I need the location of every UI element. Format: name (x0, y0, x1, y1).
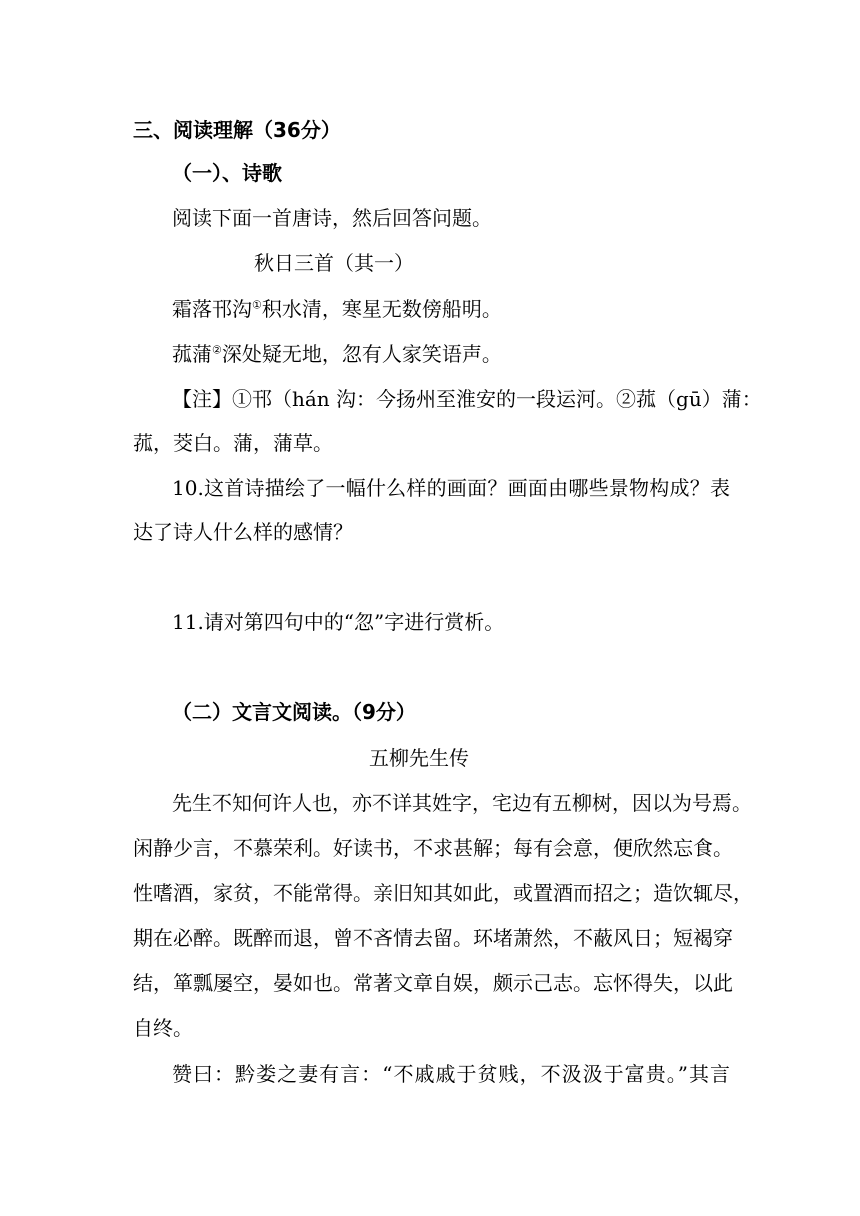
question-11: 11.请对第四句中的“忽”字进行赏析。 (172, 610, 505, 634)
classical-para2-line-1: 赞曰：黔娄之妻有言：“不戚戚于贫贱，不汲汲于富贵。”其言 (172, 1062, 730, 1086)
poem-line-1-part-a: 霜落邗沟 (172, 297, 252, 321)
question-10-line-1: 10.这首诗描绘了一幅什么样的画面？画面由哪些景物构成？表 (172, 476, 730, 500)
poem-line-2-part-a: 菰蒲 (172, 342, 212, 366)
classical-para1-line-1: 先生不知何许人也，亦不详其姓字，宅边有五柳树，因以为号焉。 (172, 791, 752, 815)
classical-para1-line-3: 性嗜酒，家贫，不能常得。亲旧知其如此，或置酒而招之；造饮辄尽， (133, 881, 753, 905)
poem-notes-line-2: 菰，茭白。蒲，蒲草。 (133, 431, 333, 455)
poem-title: 秋日三首（其一） (254, 251, 414, 275)
classical-para1-line-2: 闲静少言，不慕荣利。好读书，不求甚解；每有会意，便欣然忘食。 (133, 836, 733, 860)
footnote-marker-1: ① (252, 298, 262, 312)
classical-para1-line-6: 自终。 (133, 1016, 193, 1040)
classical-title: 五柳先生传 (369, 746, 469, 770)
question-10-line-2: 达了诗人什么样的感情？ (133, 520, 353, 544)
classical-para1-line-5: 结，箪瓢屡空，晏如也。常著文章自娱，颇示己志。忘怀得失，以此 (133, 971, 733, 995)
poem-line-1-part-b: 积水清，寒星无数傍船明。 (261, 297, 502, 321)
poetry-heading: （一）、诗歌 (172, 161, 282, 185)
poem-line-1 (172, 297, 502, 321)
classical-para1-line-4: 期在必醉。既醉而退，曾不吝情去留。环堵萧然，不蔽风日；短褐穿 (133, 926, 733, 950)
section-heading: 三、阅读理解（36分） (133, 118, 341, 142)
poem-line-2-part-b: 深处疑无地，忽有人家笑语声。 (221, 342, 502, 366)
poem-line-2 (172, 342, 502, 366)
classical-heading: （二）文言文阅读。（9分） (172, 700, 416, 724)
footnote-marker-2: ② (212, 343, 222, 357)
poetry-instruction: 阅读下面一首唐诗，然后回答问题。 (172, 206, 492, 230)
poem-notes-line-1: 【注】①邗（hán 沟：今扬州至淮安的一段运河。②菰（gū）蒲： (172, 387, 762, 411)
